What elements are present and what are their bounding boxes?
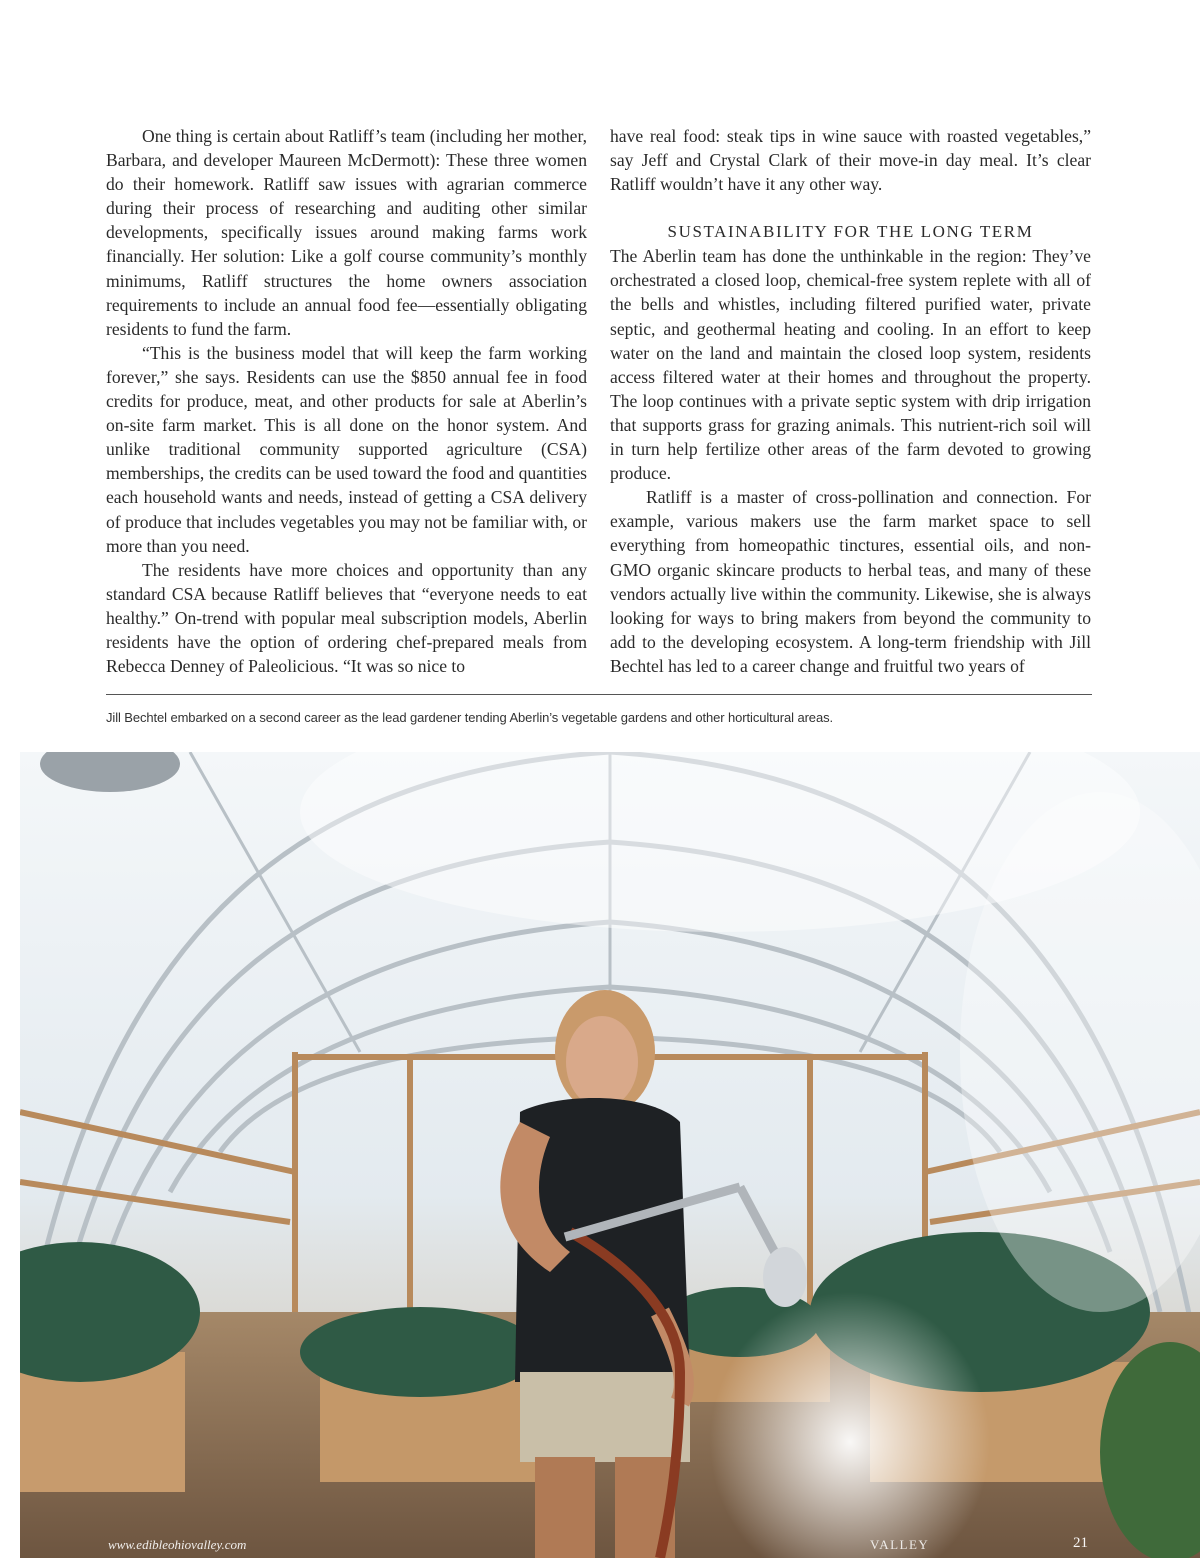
caption-divider — [106, 694, 1092, 695]
body-paragraph: The Aberlin team has done the unthinkable in the region: They’ve orchestrated a closed loop, chemical-free system replete with all of the bells and whistles, including filtered purified water, private septic, and geothermal heating and cooling. In an effort to keep water on the land and maintain the closed loop system, residents access filtered water at their homes and throughout the property. The loop continues with a private septic system with drip irrigation that supports grass for grazing animals. This nutrient-rich soil will in turn help fertilize other areas of the farm devoted to growing produce. — [610, 246, 1091, 484]
footer-url: www.edibleohiovalley.com — [108, 1537, 247, 1552]
body-paragraph: “This is the business model that will keep the farm working forever,” she says. Residents can use the $850 annual fee in food credits for produce, meat, and other products for sale at Aberlin’s on-site farm market. This is all done on the honor system. And unlike traditional community supported agriculture (CSA) memberships, the credits can be used toward the food and quantities each household wants and needs, instead of getting a CSA delivery of produce that includes vegetables you may not be familiar with, or more than you need. — [106, 342, 587, 556]
greenhouse-illustration — [20, 752, 1200, 1558]
section-subheading: SUSTAINABILITY FOR THE LONG TERM — [667, 222, 1034, 242]
photo-caption: Jill Bechtel embarked on a second career as the lead gardener tending Aberlin’s vegetable gardens and other horticultural areas. — [106, 710, 833, 725]
body-paragraph-continued: have real food: steak tips in wine sauce with roasted vegetables,” say Jeff and Crystal Clark of their move-in day meal. It’s clear Ratliff wouldn’t have it any other way. — [610, 126, 1091, 195]
right-column — [610, 124, 1091, 678]
left-column — [106, 124, 587, 678]
greenhouse-photo — [20, 752, 1200, 1558]
footer-magazine-name: VALLEY — [870, 1537, 930, 1552]
page-number: 21 — [1073, 1535, 1088, 1551]
body-paragraph: One thing is certain about Ratliff’s team (including her mother, Barbara, and developer Maureen McDermott): These three women do their homework. Ratliff saw issues with agrarian commerce during their process of researching and auditing other similar developments, specifically issues around making farms work financially. Her solution: Like a golf course community’s monthly minimums, Ratliff structures the home owners association requirements to include an annual food fee—essentially obligating residents to fund the farm. — [106, 126, 587, 339]
body-paragraph: Ratliff is a master of cross-pollination and connection. For example, various makers use the farm market space to sell everything from homeopathic tinctures, essential oils, and non-GMO organic skincare products to herbal teas, and many of these vendors actually live within the community. Likewise, she is always looking for ways to bring makers from beyond the community to add to the developing ecosystem. A long-term friendship with Jill Bechtel has led to a career change and fruitful two years of — [610, 487, 1091, 676]
body-paragraph: The residents have more choices and opportunity than any standard CSA because Ratliff believes that “everyone needs to eat healthy.” On-trend with popular meal subscription models, Aberlin residents have the option of ordering chef-prepared meals from Rebecca Denney of Paleolicious. “It was so nice to — [106, 559, 587, 677]
